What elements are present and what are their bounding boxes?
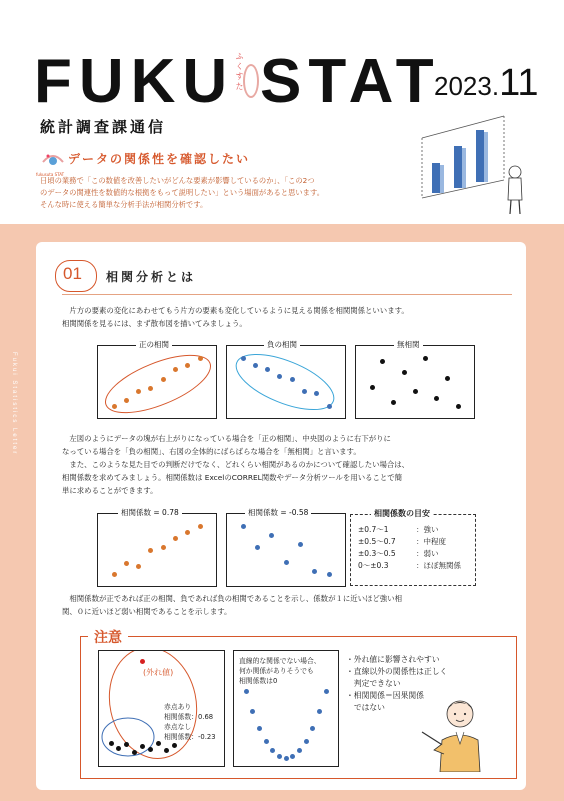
intro-text — [40, 175, 324, 211]
paragraph-line: 関、０に近いほど弱い相関であることを示します。 — [62, 607, 232, 616]
scatter-point — [423, 356, 428, 361]
logo-caption: fukusuta STAT — [36, 172, 65, 177]
scatter-point — [241, 524, 246, 529]
scatter-point — [304, 739, 309, 744]
scatter-point — [198, 356, 203, 361]
scatter-label-negative: 負の相関 — [264, 339, 300, 350]
caution-point: ・外れ値に影響されやすい — [346, 655, 440, 664]
outlier-point — [140, 659, 145, 664]
scatter-point — [148, 747, 153, 752]
masthead-title-left: FUKU — [34, 47, 235, 116]
guide-row: 0～±0.3 ：ほぼ無関係 — [358, 561, 461, 570]
issue-date — [434, 62, 539, 105]
paragraph-line: 相関係数が正であれば正の相関、負であれば負の相関であることを示し、係数が１に近いほど強い相 — [62, 594, 402, 603]
section-paragraph-2 — [62, 432, 409, 497]
issue-month: 11 — [499, 62, 539, 104]
curve-note-line: 相関係数は0 — [239, 677, 278, 685]
scatter-point — [324, 689, 329, 694]
scatter-point — [124, 398, 129, 403]
section-number: 01 — [63, 264, 82, 283]
scatter-point — [269, 533, 274, 538]
masthead-furigana: ふくすた — [235, 52, 244, 92]
scatter-point — [456, 404, 461, 409]
scatter-point — [402, 370, 407, 375]
section-paragraph-3 — [62, 592, 402, 618]
scatter-point — [264, 739, 269, 744]
caution-point: 判定できない — [346, 679, 401, 688]
coefficient-plot-negative — [226, 513, 346, 587]
scatter-label-positive: 正の相関 — [136, 339, 172, 350]
scatter-point — [445, 376, 450, 381]
headline: データの関係性を確認したい — [68, 152, 251, 166]
paragraph-line: 左図のようにデータの塊が右上がりになっている場合を「正の相関」、中央図のように右下がりに — [62, 434, 391, 443]
scatter-point — [327, 404, 332, 409]
curve-plot — [233, 650, 339, 767]
issue-year: 2023. — [434, 71, 500, 101]
scatter-point — [290, 754, 295, 759]
guide-row: ±0.3～0.5 ：弱い — [358, 549, 439, 558]
caution-point: ではない — [346, 703, 385, 712]
scatter-point — [112, 572, 117, 577]
curve-note-line: 直線的な関係でない場合、 — [239, 657, 321, 665]
coefficient-plot-positive — [97, 513, 217, 587]
without-outlier-label: 赤点なし — [164, 723, 192, 731]
masthead-title-right: STAT — [260, 47, 441, 116]
scatter-plot-positive — [97, 345, 217, 419]
paragraph-line: また、このような見た目での判断だけでなく、どれくらい相関があるのかについて確認したい場合は、 — [62, 460, 410, 469]
paragraph-line: 相関係数を求めてみましょう。相関係数は ExcelのCORREL関数やデータ分析ツールを用いることで簡 — [62, 473, 403, 482]
scatter-point — [136, 564, 141, 569]
coefficient-label-negative: 相関係数 = -0.58 — [245, 507, 311, 518]
scatter-point — [250, 709, 255, 714]
scatter-point — [255, 545, 260, 550]
scatter-point — [290, 377, 295, 382]
intro-line: 日頃の業務で「この数値を改善したいがどんな要素が影響しているのか」、「この2つ — [40, 176, 315, 185]
section-paragraph-1 — [62, 304, 409, 330]
scatter-point — [161, 545, 166, 550]
scatter-point — [124, 561, 129, 566]
side-vertical-text: Fukui Statistics Letter — [11, 352, 17, 456]
scatter-point — [310, 726, 315, 731]
scatter-point — [161, 377, 166, 382]
scatter-point — [164, 748, 169, 753]
scatter-point — [185, 530, 190, 535]
paragraph-line: 片方の要素の変化にあわせてもう片方の要素も変化しているように見える関係を相関関係といいます。 — [62, 306, 409, 315]
scatter-plot-negative — [226, 345, 346, 419]
scatter-point — [265, 367, 270, 372]
scatter-label-none: 無相関 — [394, 339, 423, 350]
curve-note-line: 何か関係がありそうでも — [239, 667, 314, 675]
scatter-point — [257, 726, 262, 731]
paragraph-line: 相関関係を見るには、まず散布図を描いてみましょう。 — [62, 319, 247, 328]
guide-row: ±0.7～1 ：強い — [358, 525, 439, 534]
scatter-point — [270, 748, 275, 753]
scatter-point — [413, 389, 418, 394]
outlier-coefficients — [164, 702, 216, 742]
scatter-point — [434, 396, 439, 401]
without-outlier-coef: 相関係数：-0.23 — [164, 733, 216, 741]
guide-title: 相関係数の目安 — [371, 508, 433, 519]
section-title: 相関分析とは — [106, 270, 197, 284]
scatter-point — [380, 359, 385, 364]
scatter-point — [244, 689, 249, 694]
scatter-point — [297, 748, 302, 753]
scatter-point — [173, 536, 178, 541]
scatter-point — [132, 750, 137, 755]
scatter-point — [277, 754, 282, 759]
curve-note — [239, 656, 321, 686]
scatter-point — [112, 404, 117, 409]
scatter-point — [391, 400, 396, 405]
scatter-plot-none — [355, 345, 475, 419]
scatter-point — [109, 741, 114, 746]
scatter-point — [172, 743, 177, 748]
caution-point: ・相関関係＝因果関係 — [346, 691, 424, 700]
scatter-point — [284, 560, 289, 565]
caution-point: ・直線以外の関係性は正しく — [346, 667, 448, 676]
scatter-point — [317, 709, 322, 714]
scatter-point — [298, 542, 303, 547]
newsletter-subtitle: 統計調査課通信 — [40, 118, 167, 136]
section-divider — [62, 294, 512, 295]
paragraph-line: なっている場合を「負の相関」、右図の全体的にばらばらな場合を「無相関」と言います。 — [62, 447, 361, 456]
scatter-point — [173, 367, 178, 372]
scatter-point — [327, 572, 332, 577]
outlier-label: (外れ値) — [143, 668, 174, 677]
coefficient-label-positive: 相関係数 = 0.78 — [118, 507, 182, 518]
with-outlier-label: 赤点あり — [164, 703, 192, 711]
mascot-logo-icon — [40, 146, 66, 172]
scatter-point — [302, 389, 307, 394]
scatter-point — [148, 548, 153, 553]
presenter-illustration — [420, 692, 492, 772]
guide-row: ±0.5～0.7 ：中程度 — [358, 537, 446, 546]
scatter-point — [156, 741, 161, 746]
paragraph-line: 単に求めることができます。 — [62, 486, 158, 495]
scatter-point — [241, 356, 246, 361]
scatter-point — [370, 385, 375, 390]
intro-line: そんな時に使える簡単な分析手法が相関分析です。 — [40, 200, 208, 209]
with-outlier-coef: 相関係数：0.68 — [164, 713, 214, 721]
caution-title: 注意 — [88, 627, 128, 647]
scatter-point — [312, 569, 317, 574]
guide-list — [358, 524, 461, 572]
scatter-point — [198, 524, 203, 529]
scatter-point — [284, 756, 289, 761]
intro-line: のデータの関連性を数値的な根拠をもって説明したい」という場面があると思います。 — [40, 188, 324, 197]
bar-chart-person-illustration — [418, 108, 533, 218]
masthead-ring-icon — [243, 64, 259, 98]
